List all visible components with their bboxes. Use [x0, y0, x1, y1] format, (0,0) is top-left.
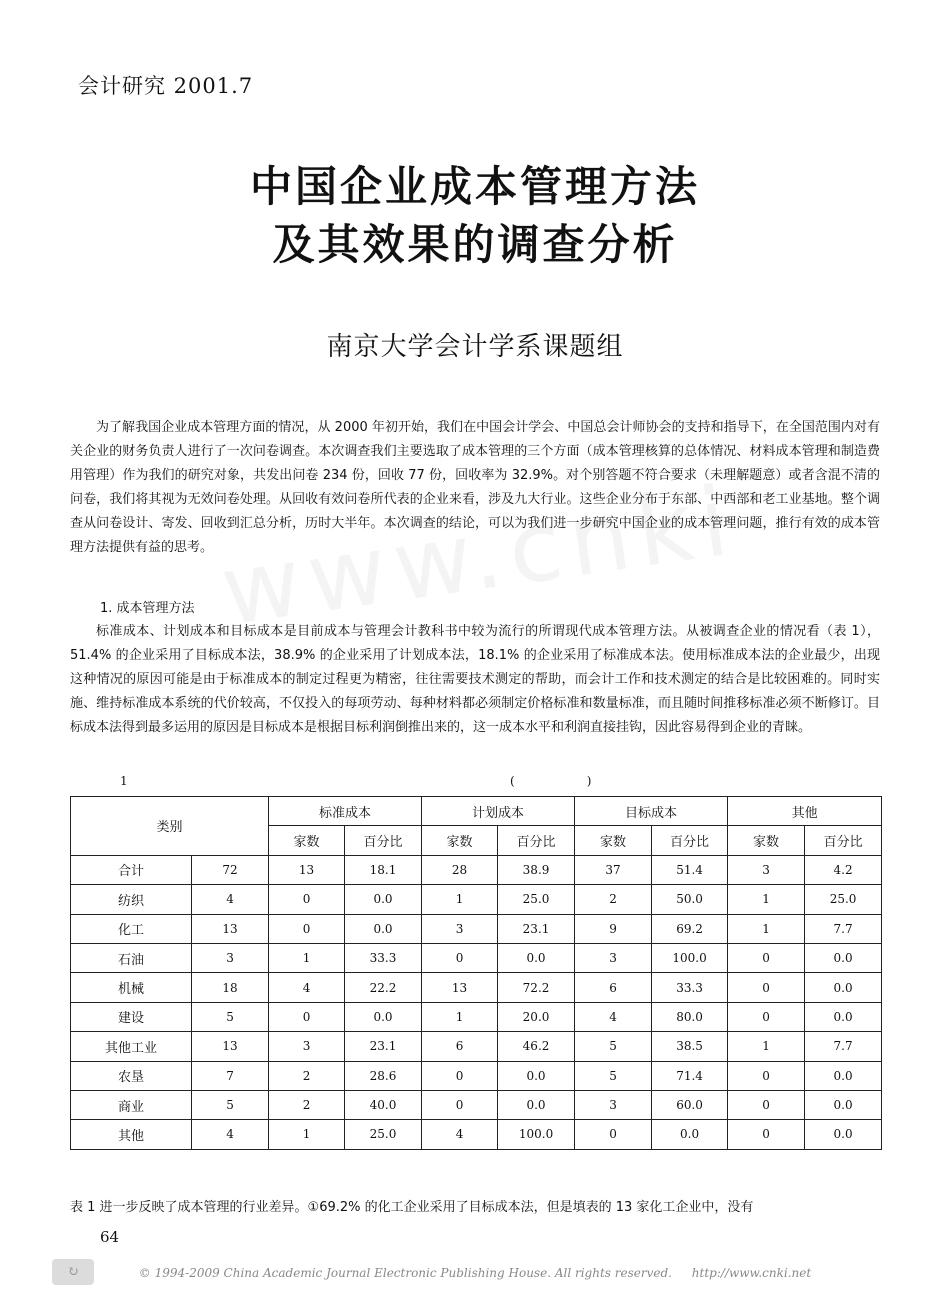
cost-method-table [70, 796, 882, 1150]
subheader-count: 家数 [422, 826, 498, 855]
table-cell: 3 [269, 1032, 345, 1061]
table-cell: 6 [422, 1032, 498, 1061]
table-cell: 28 [422, 855, 498, 884]
title-line-1: 中国企业成本管理方法 [249, 162, 700, 211]
subheader-count: 家数 [575, 826, 652, 855]
table-cell: 25.0 [498, 885, 575, 914]
table-cell: 38.5 [652, 1032, 728, 1061]
table-cell: 13 [192, 1032, 269, 1061]
table-cell: 50.0 [652, 885, 728, 914]
title-line-2: 及其效果的调查分析 [272, 220, 678, 269]
header-planned-cost: 计划成本 [422, 797, 575, 826]
table-cell: 9 [575, 914, 652, 943]
table-cell: 69.2 [652, 914, 728, 943]
subheader-percent: 百分比 [805, 826, 882, 855]
table-row [71, 1090, 882, 1119]
table-cell: 100.0 [652, 943, 728, 972]
table-cell: 33.3 [652, 973, 728, 1002]
section-paragraph: 标准成本、计划成本和目标成本是目前成本与管理会计教科书中较为流行的所谓现代成本管理方法。从被调查企业的情况看（表 1），51.4% 的企业采用了目标成本法，38.9% 的企业采用了计划成本法，18.1% 的企业采用了标准成本法。使用标准成本法的企业最少，出现这种情况的原因可能是由于标准成本的制定过程更为精密，往往需要技术测定的帮助，而会计工作和技术测定的结合是比较困难的。同时实施、维持标准成本系统的代价较高，不仅投入的每项劳动、每种材料都必须制定价格标准和数量标准，而且随时间推移标准必须不断修订。目标成本法得到最多运用的原因是目标成本是根据目标利润倒推出来的，这一成本水平和利润直接挂钩，因此容易得到企业的青睐。 [70, 624, 880, 735]
table-cell: 22.2 [345, 973, 422, 1002]
table-cell: 0 [422, 943, 498, 972]
intro-paragraph: 为了解我国企业成本管理方面的情况，从 2000 年初开始，我们在中国会计学会、中国总会计师协会的支持和指导下，在全国范围内对有关企业的财务负责人进行了一次问卷调查。本次调查我们主要选取了成本管理的三个方面（成本管理核算的总体情况、材料成本管理和制造费用管理）作为我们的研究对象，共发出问卷 234 份，回收 77 份，回收率为 32.9%。对个别答题不符合要求（未理解题意）或者含混不清的问卷，我们将其视为无效问卷处理。从回收有效问卷所代表的企业来看，涉及九大行业。这些企业分布于东部、中西部和老工业基地。整个调查从问卷设计、寄发、回收到汇总分析，历时大半年。本次调查的结论，可以为我们进一步研究中国企业的成本管理问题，推行有效的成本管理方法提供有益的思考。 [70, 420, 880, 555]
caption-open-paren: ( [510, 774, 515, 788]
subheader-percent: 百分比 [498, 826, 575, 855]
table-cell: 23.1 [498, 914, 575, 943]
table-cell: 0.0 [498, 943, 575, 972]
table-cell: 28.6 [345, 1061, 422, 1090]
table-cell: 0 [728, 1120, 805, 1149]
table-cell: 33.3 [345, 943, 422, 972]
table-cell: 25.0 [805, 885, 882, 914]
table-row [71, 1002, 882, 1031]
table-cell: 0.0 [805, 1120, 882, 1149]
table-cell: 0.0 [345, 914, 422, 943]
table-cell: 6 [575, 973, 652, 1002]
section-heading: 1. 成本管理方法 [100, 601, 195, 616]
row-category: 农垦 [71, 1061, 192, 1090]
continuation-paragraph: 表 1 进一步反映了成本管理的行业差异。①69.2% 的化工企业采用了目标成本法，但是填表的 13 家化工企业中，没有 [70, 1200, 754, 1215]
table-cell: 2 [269, 1090, 345, 1119]
table-cell: 0.0 [345, 1002, 422, 1031]
caption-close-paren: ) [586, 774, 592, 788]
table-cell: 13 [422, 973, 498, 1002]
table-row [71, 855, 882, 884]
table-cell: 5 [192, 1002, 269, 1031]
table-row [71, 1120, 882, 1149]
table-cell: 0.0 [498, 1090, 575, 1119]
row-category: 纺织 [71, 885, 192, 914]
table-row [71, 1061, 882, 1090]
table-cell: 4 [422, 1120, 498, 1149]
table-cell: 20.0 [498, 1002, 575, 1031]
table-cell: 0.0 [498, 1061, 575, 1090]
table-cell: 13 [192, 914, 269, 943]
table-cell: 0 [575, 1120, 652, 1149]
table-row [71, 885, 882, 914]
table-cell: 1 [422, 1002, 498, 1031]
table-row [71, 973, 882, 1002]
table-cell: 0 [422, 1061, 498, 1090]
table-cell: 4 [192, 885, 269, 914]
table-cell: 0.0 [805, 1061, 882, 1090]
table-cell: 25.0 [345, 1120, 422, 1149]
table-cell: 3 [422, 914, 498, 943]
table-cell: 71.4 [652, 1061, 728, 1090]
row-category: 建设 [71, 1002, 192, 1031]
table-cell: 2 [575, 885, 652, 914]
table-cell: 2 [269, 1061, 345, 1090]
author: 南京大学会计学系课题组 [326, 332, 624, 362]
table-cell: 5 [192, 1090, 269, 1119]
table-cell: 4 [192, 1120, 269, 1149]
table-cell: 0 [422, 1090, 498, 1119]
header-category: 类别 [71, 797, 269, 856]
table-cell: 1 [422, 885, 498, 914]
table-cell: 38.9 [498, 855, 575, 884]
footer-url-link[interactable]: http://www.cnki.net [691, 1266, 812, 1280]
table-cell: 0 [728, 1061, 805, 1090]
table-cell: 5 [575, 1032, 652, 1061]
table-row [71, 914, 882, 943]
subheader-percent: 百分比 [652, 826, 728, 855]
table-cell: 1 [728, 1032, 805, 1061]
table-cell: 0.0 [345, 885, 422, 914]
table-cell: 3 [575, 1090, 652, 1119]
table-cell: 0 [269, 914, 345, 943]
header-other: 其他 [728, 797, 882, 826]
table-cell: 4.2 [805, 855, 882, 884]
header-target-cost: 目标成本 [575, 797, 728, 826]
table-cell: 0 [728, 973, 805, 1002]
table-cell: 0 [269, 885, 345, 914]
table-cell: 72.2 [498, 973, 575, 1002]
table-cell: 1 [269, 943, 345, 972]
table-cell: 0.0 [805, 943, 882, 972]
table-cell: 80.0 [652, 1002, 728, 1031]
table-cell: 5 [575, 1061, 652, 1090]
table-cell: 4 [575, 1002, 652, 1031]
table-cell: 60.0 [652, 1090, 728, 1119]
journal-header: 会计研究 2001.7 [78, 74, 254, 98]
table-body [71, 855, 882, 1149]
table-cell: 0.0 [805, 1002, 882, 1031]
table-cell: 23.1 [345, 1032, 422, 1061]
table-cell: 0.0 [805, 1090, 882, 1119]
table-cell: 4 [269, 973, 345, 1002]
table-cell: 0 [269, 1002, 345, 1031]
subheader-percent: 百分比 [345, 826, 422, 855]
table-cell: 0.0 [652, 1120, 728, 1149]
article-title [0, 158, 950, 274]
row-category: 合计 [71, 855, 192, 884]
table-cell: 7.7 [805, 914, 882, 943]
table-cell: 7 [192, 1061, 269, 1090]
table-cell: 1 [728, 885, 805, 914]
table-caption [510, 774, 591, 788]
table-cell: 18 [192, 973, 269, 1002]
table-cell: 3 [728, 855, 805, 884]
table-cell: 1 [728, 914, 805, 943]
table-row [71, 943, 882, 972]
table-cell: 3 [192, 943, 269, 972]
table-cell: 18.1 [345, 855, 422, 884]
table-cell: 3 [575, 943, 652, 972]
row-category: 机械 [71, 973, 192, 1002]
row-category: 其他工业 [71, 1032, 192, 1061]
table-caption-number: 1 [120, 774, 128, 788]
table-cell: 0 [728, 943, 805, 972]
cnki-logo-icon: ↻ [52, 1259, 94, 1285]
table-cell: 46.2 [498, 1032, 575, 1061]
table-cell: 0 [728, 1090, 805, 1119]
footer [0, 1266, 950, 1280]
table-cell: 51.4 [652, 855, 728, 884]
table-cell: 13 [269, 855, 345, 884]
row-category: 其他 [71, 1120, 192, 1149]
subheader-count: 家数 [269, 826, 345, 855]
table-cell: 0 [728, 1002, 805, 1031]
row-category: 石油 [71, 943, 192, 972]
subheader-count: 家数 [728, 826, 805, 855]
footer-copyright: © 1994-2009 China Academic Journal Electronic Publishing House. All rights reserved. [138, 1266, 672, 1280]
table-cell: 1 [269, 1120, 345, 1149]
table-cell: 0.0 [805, 973, 882, 1002]
page-number: 64 [100, 1228, 120, 1246]
row-category: 商业 [71, 1090, 192, 1119]
table-cell: 72 [192, 855, 269, 884]
table-cell: 100.0 [498, 1120, 575, 1149]
header-standard-cost: 标准成本 [269, 797, 422, 826]
table-cell: 40.0 [345, 1090, 422, 1119]
table-row [71, 1032, 882, 1061]
row-category: 化工 [71, 914, 192, 943]
table-cell: 37 [575, 855, 652, 884]
table-cell: 7.7 [805, 1032, 882, 1061]
